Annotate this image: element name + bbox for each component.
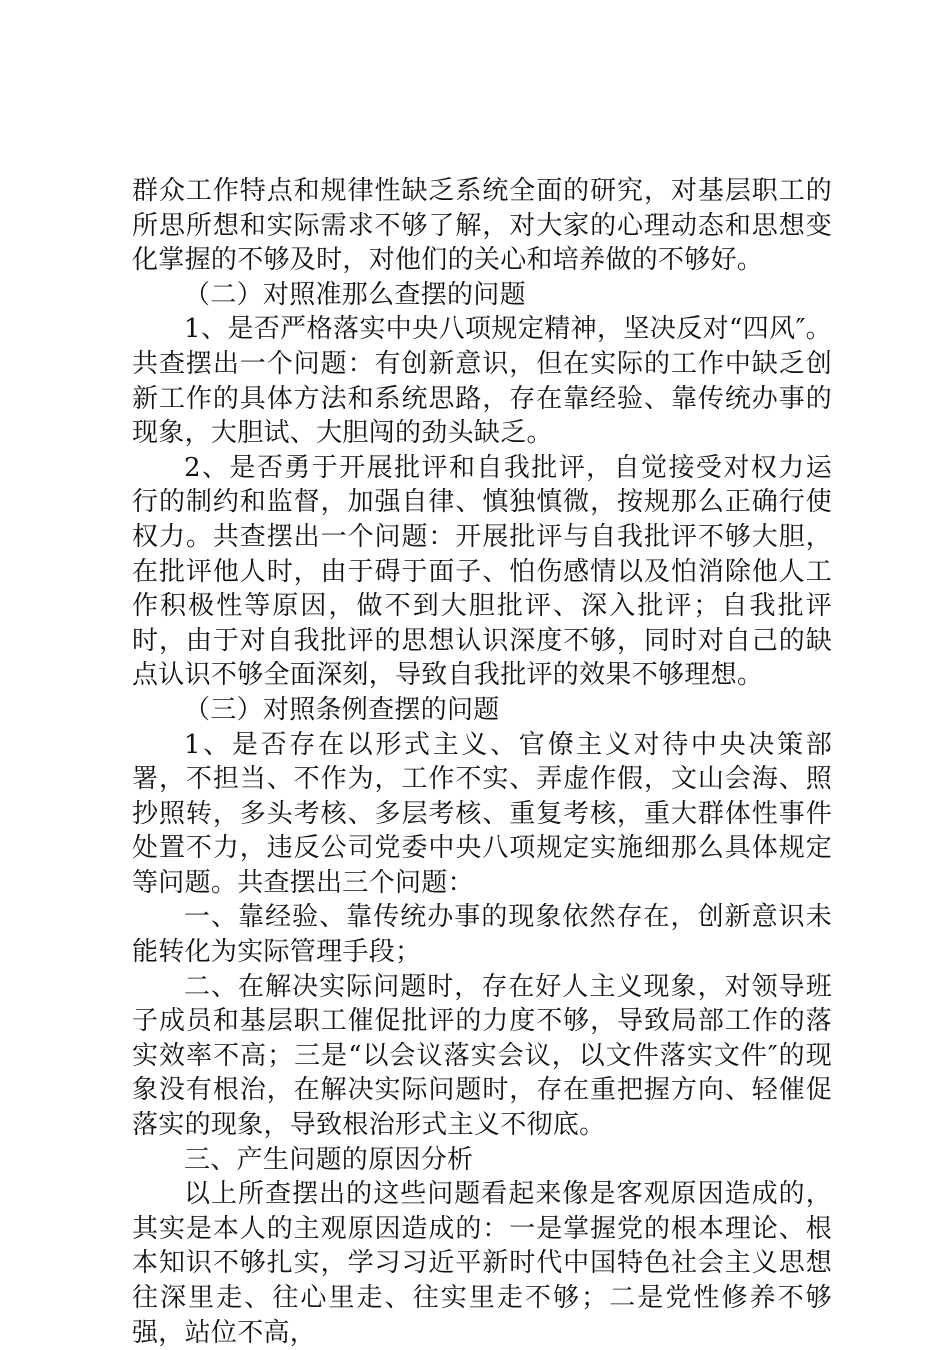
paragraph-problem-1: 一、靠经验、靠传统办事的现象依然存在，创新意识未能转化为实际管理手段； [132, 902, 832, 968]
paragraph-item-2-1: 1、是否严格落实中央八项规定精神，坚决反对“四风″。共查摆出一个问题：有创新意识，但在实际的工作中缺乏创新工作的具体方法和系统思路，存在靠经验、靠传统办事的现象，大胆试、大胆闯的劲头缺乏。 [132, 314, 832, 449]
paragraph-item-2-2: 2、是否勇于开展批评和自我批评，自觉接受对权力运行的制约和监督，加强自律、慎独慎微，按规那么正确行使权力。共查摆出一个问题：开展批评与自我批评不够大胆，在批评他人时，由于碍于面子、怕伤感情以及怕消除他人工作积极性等原因，做不到大胆批评、深入批评；自我批评时，由于对自我批评的思想认识深度不够，同时对自己的缺点认识不够全面深刻，导致自我批评的效果不够理想。 [132, 452, 832, 691]
paragraph-continuation: 群众工作特点和规律性缺乏系统全面的研究，对基层职工的所思所想和实际需求不够了解，对大家的心理动态和思想变化掌握的不够及时，对他们的关心和培养做的不够好。 [132, 176, 832, 276]
paragraph-problem-2: 二、在解决实际问题时，存在好人主义现象，对领导班子成员和基层职工催促批评的力度不够，导致局部工作的落实效率不高；三是“以会议落实会议，以文件落实文件″的现象没有根治，在解决实际问题时，存在重把握方向、轻催促落实的现象，导致根治形式主义不彻底。 [132, 971, 832, 1141]
paragraph-cause-analysis: 以上所查摆出的这些问题看起来像是客观原因造成的，其实是本人的主观原因造成的：一是掌握党的根本理论、根本知识不够扎实，学习习近平新时代中国特色社会主义思想往深里走、往心里走、往实里走不够；二是党性修养不够强，站位不高， [132, 1179, 832, 1348]
section-heading-3: （三）对照条例查摆的问题 [184, 694, 500, 725]
section-heading-cause-analysis: 三、产生问题的原因分析 [184, 1144, 474, 1175]
section-heading-2: （二）对照准那么查摆的问题 [184, 279, 526, 310]
paragraph-item-3-1: 1、是否存在以形式主义、官僚主义对待中央决策部署，不担当、不作为，工作不实、弄虚作假，文山会海、照抄照转，多头考核、多层考核、重复考核，重大群体性事件处置不力，违反公司党委中央八项规定实施细那么具体规定等问题。共查摆出三个问题： [132, 729, 832, 898]
document-body [132, 174, 832, 1350]
